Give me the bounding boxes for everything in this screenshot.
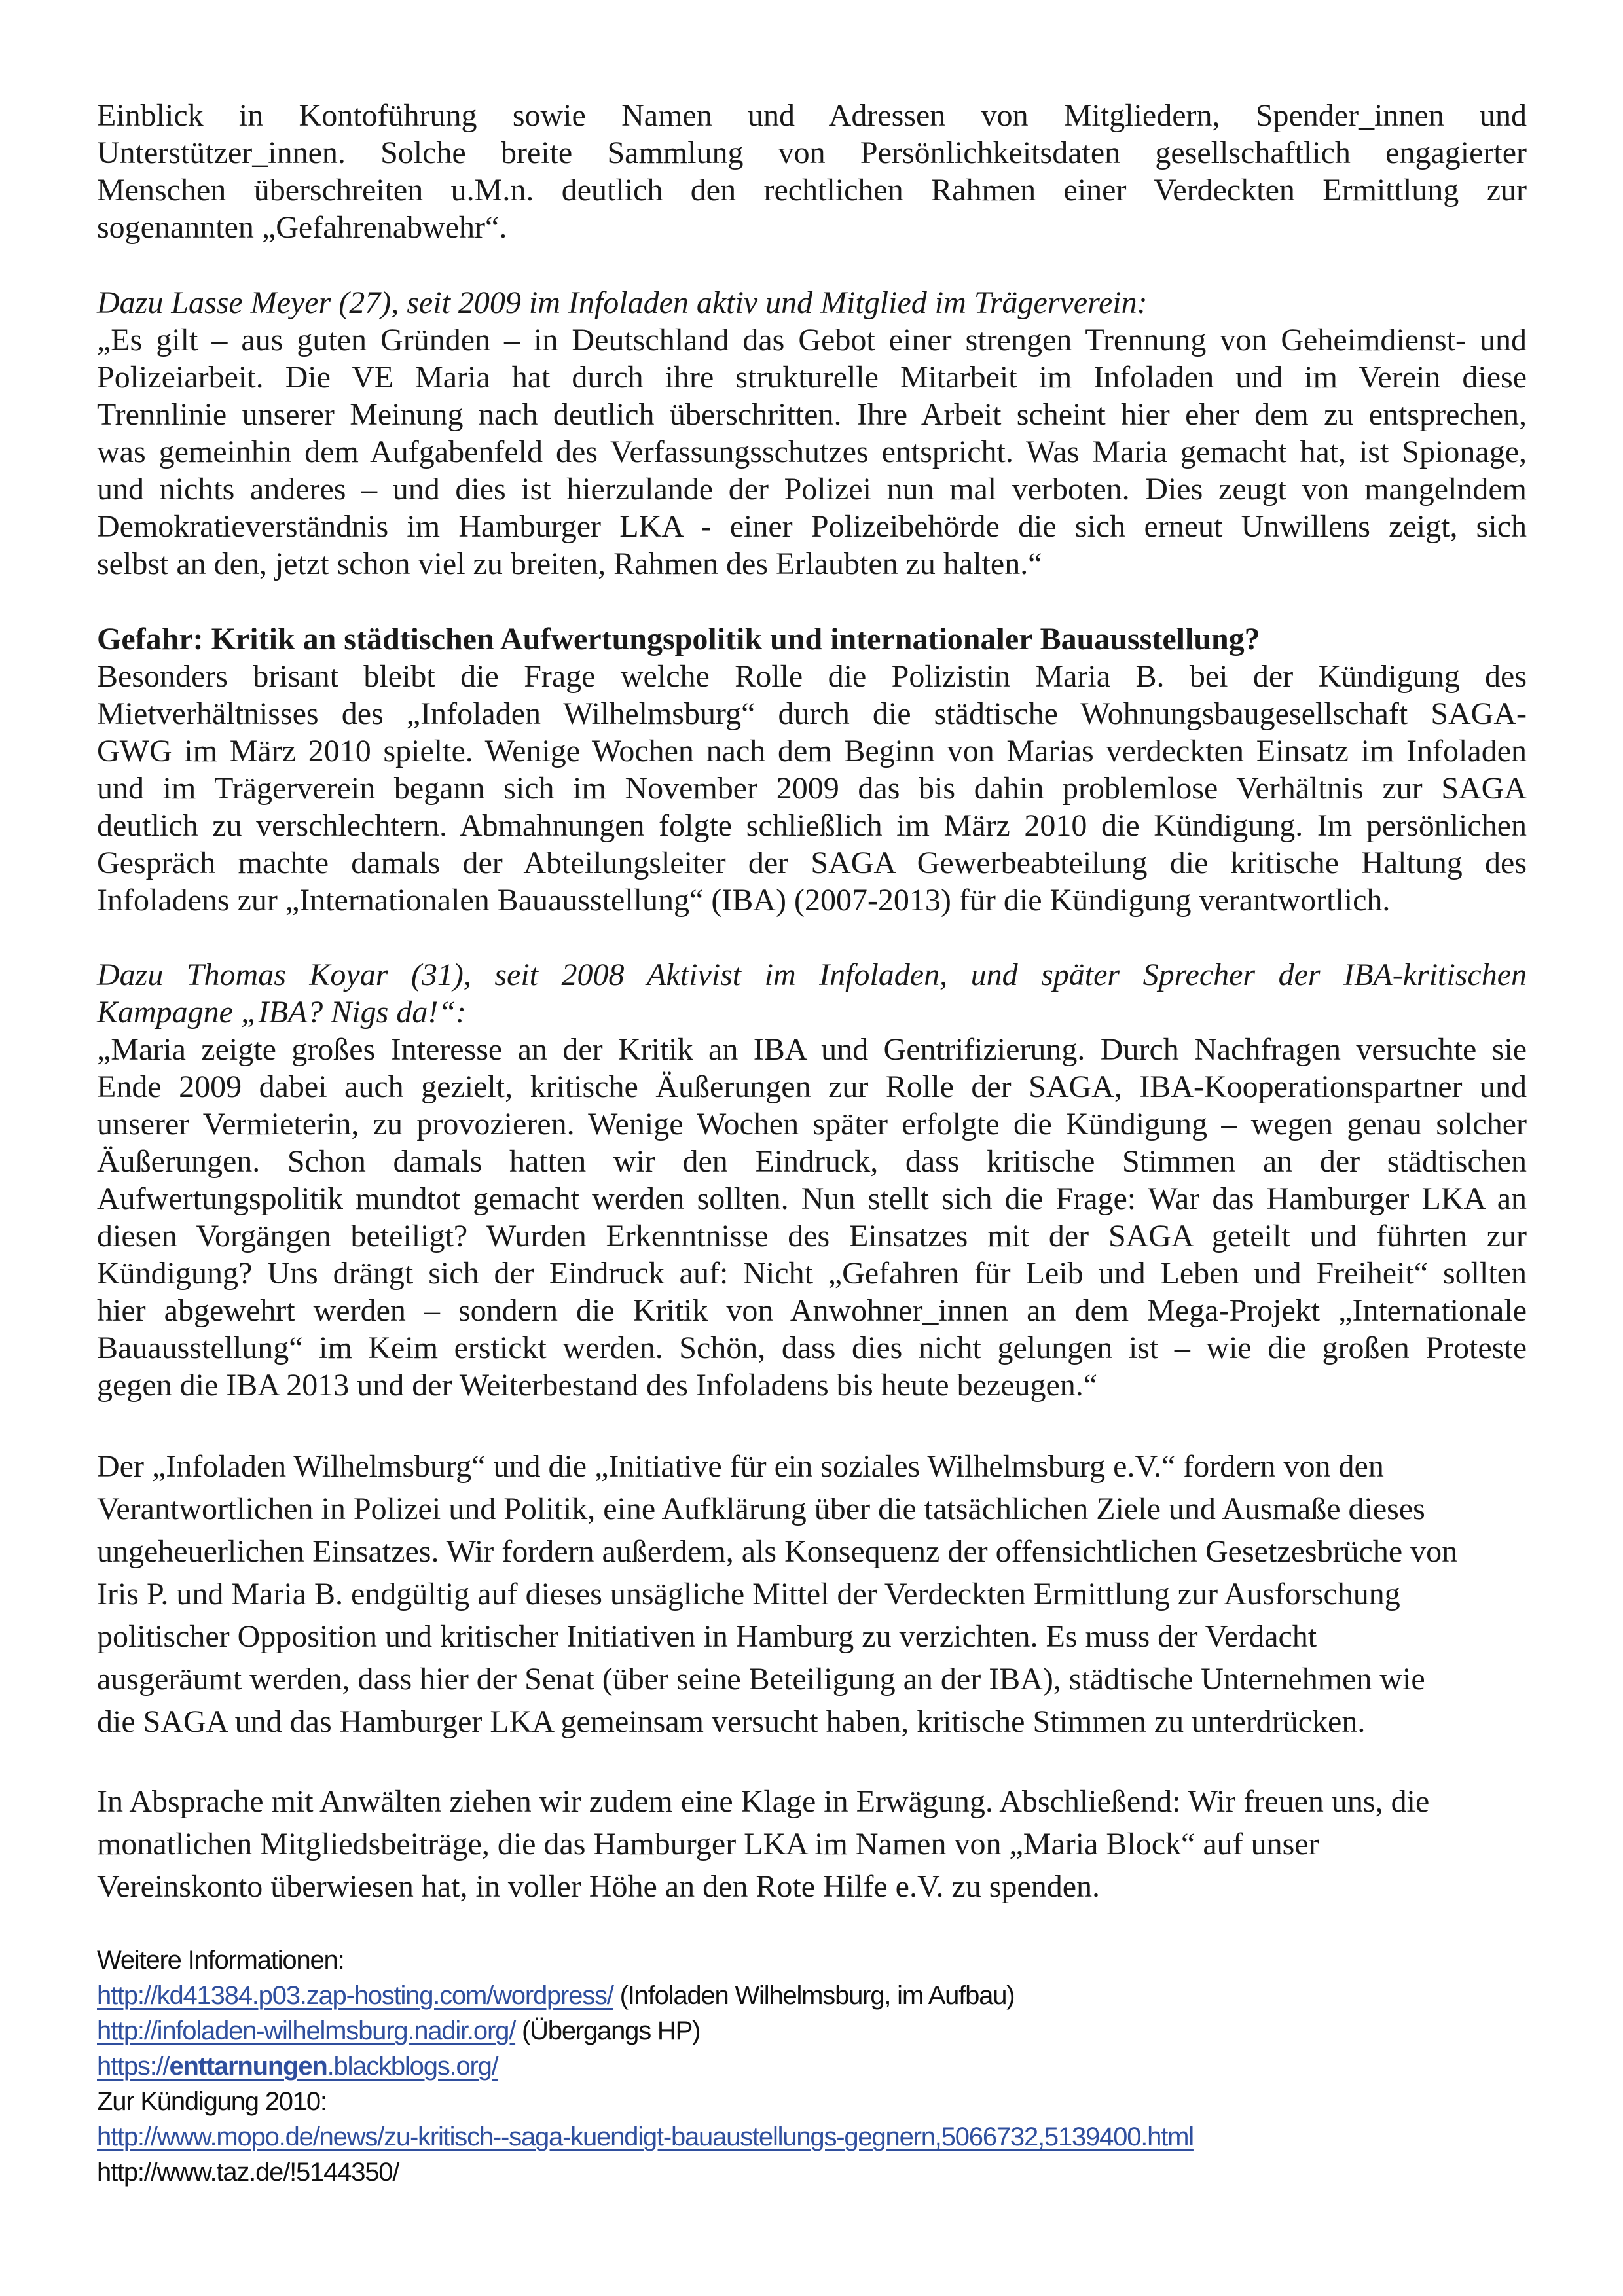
termination-heading: Zur Kündigung 2010:: [97, 2087, 327, 2116]
link-row: [97, 2119, 1527, 2155]
text-line: die SAGA und das Hamburger LKA gemeinsam versucht haben, kritische Stimmen zu unterdrücken.: [97, 1704, 1366, 1739]
text-line: Äußerungen. Schon damals hatten wir den Eindruck, dass kritische Stimmen an der städtischen: [97, 1144, 1527, 1179]
link-nadir[interactable]: http://infoladen-wilhelmsburg.nadir.org/: [97, 2017, 516, 2045]
text-line: ungeheuerlichen Einsatzes. Wir fordern außerdem, als Konsequenz der offensichtlichen Gesetzesbrüche von: [97, 1534, 1458, 1569]
text-line: „Es gilt – aus guten Gründen – in Deutschland das Gebot einer strengen Trennung von Geheimdienst- und: [97, 323, 1527, 357]
text-line: ausgeräumt werden, dass hier der Senat (über seine Beteiligung an der IBA), städtische Unternehmen wie: [97, 1662, 1425, 1696]
text-line: monatlichen Mitgliedsbeiträge, die das Hamburger LKA im Namen von „Maria Block“ auf unser: [97, 1827, 1319, 1861]
text-line: und nichts anderes – und dies ist hierzulande der Polizei nun mal verboten. Dies zeugt von mangelndem: [97, 472, 1527, 507]
text-line: Iris P. und Maria B. endgültig auf dieses unsägliche Mittel der Verdeckten Ermittlung zur Ausforschung: [97, 1577, 1400, 1611]
text-line: GWG im März 2010 spielte. Wenige Wochen nach dem Beginn von Marias verdeckten Einsatz im Infoladen: [97, 734, 1527, 768]
text-line: Gespräch machte damals der Abteilungsleiter der SAGA Gewerbeabteilung die kritische Haltung des: [97, 846, 1527, 880]
text-line: Vereinskonto überwiesen hat, in voller Höhe an den Rote Hilfe e.V. zu spenden.: [97, 1869, 1101, 1904]
quote-lasse-meyer: [97, 284, 1527, 583]
text-line: Polizeiarbeit. Die VE Maria hat durch ihre strukturelle Mitarbeit im Infoladen und im Verein diese: [97, 360, 1527, 395]
text-line: Einblick in Kontoführung sowie Namen und Adressen von Mitgliedern, Spender_innen und: [97, 98, 1527, 133]
text-line: politischer Opposition und kritischer Initiativen in Hamburg zu verzichten. Es muss der Verdacht: [97, 1619, 1317, 1654]
link-note: (Infoladen Wilhelmsburg, im Aufbau): [619, 1981, 1015, 2010]
text-line: Demokratieverständnis im Hamburger LKA - einer Polizeibehörde die sich erneut Unwillens zeigt, sich: [97, 509, 1527, 544]
quote-thomas-koyar: [97, 956, 1527, 1404]
link-zap-hosting[interactable]: http://kd41384.p03.zap-hosting.com/wordpress/: [97, 1981, 613, 2010]
paragraph-closing: [97, 1780, 1527, 1908]
text-line: Kündigung? Uns drängt sich der Eindruck auf: Nicht „Gefahren für Leib und Leben und Freiheit“ sollten: [97, 1256, 1527, 1291]
text-line: selbst an den, jetzt schon viel zu breiten, Rahmen des Erlaubten zu halten.“: [97, 547, 1042, 581]
text-line: hier abgewehrt werden – sondern die Kritik von Anwohner_innen an dem Mega-Projekt „Internationale: [97, 1293, 1527, 1328]
text-line: sogenannten „Gefahrenabwehr“.: [97, 210, 507, 245]
quote-attribution: Kampagne „IBA? Nigs da!“:: [97, 995, 466, 1030]
paragraph-personal-data: [97, 97, 1527, 246]
link-blackblogs[interactable]: [97, 2052, 498, 2081]
text-line: Aufwertungspolitik mundtot gemacht werden sollten. Nun stellt sich die Frage: War das Hamburger LKA an: [97, 1181, 1527, 1216]
paragraph-demands: [97, 1445, 1527, 1743]
text-line: und im Trägerverein begann sich im November 2009 das bis dahin problemlose Verhältnis zur SAGA: [97, 771, 1527, 806]
text-line: Verantwortlichen in Polizei und Politik, eine Aufklärung über die tatsächlichen Ziele und Ausmaße dieses: [97, 1492, 1425, 1526]
text-line: In Absprache mit Anwälten ziehen wir zudem eine Klage in Erwägung. Abschließend: Wir freuen uns, die: [97, 1784, 1430, 1819]
text-line: Menschen überschreiten u.M.n. deutlich den rechtlichen Rahmen einer Verdeckten Ermittlung zur: [97, 173, 1527, 207]
text-line: Ende 2009 dabei auch gezielt, kritische Äußerungen zur Rolle der SAGA, IBA-Kooperationspartner und: [97, 1069, 1527, 1104]
text-line: Der „Infoladen Wilhelmsburg“ und die „Initiative für ein soziales Wilhelmsburg e.V.“ fordern von den: [97, 1449, 1384, 1484]
text-line: gegen die IBA 2013 und der Weiterbestand des Infoladens bis heute bezeugen.“: [97, 1368, 1098, 1403]
link-row: [97, 2049, 1527, 2084]
section-heading: Gefahr: Kritik an städtischen Aufwertungspolitik und internationaler Bauausstellung?: [97, 622, 1260, 656]
further-information: [97, 1943, 1527, 2190]
text-line: Bauausstellung“ im Keim erstickt werden. Schön, dass dies nicht gelungen ist – wie die großen Proteste: [97, 1331, 1527, 1365]
text-line: Besonders brisant bleibt die Frage welche Rolle die Polizistin Maria B. bei der Kündigung des: [97, 659, 1527, 694]
text-line: unserer Vermieterin, zu provozieren. Wenige Wochen später erfolgte die Kündigung – wegen genau solcher: [97, 1107, 1527, 1141]
link-part-bold: enttarnungen: [169, 2052, 327, 2081]
link-note: (Übergangs HP): [521, 2017, 701, 2045]
section-danger-critique: [97, 620, 1527, 919]
link-row: [97, 1978, 1527, 2013]
text-line: was gemeinhin dem Aufgabenfeld des Verfassungsschutzes entspricht. Was Maria gemacht hat, ist Spionage,: [97, 435, 1527, 469]
link-row: [97, 2013, 1527, 2049]
text-line: deutlich zu verschlechtern. Abmahnungen folgte schließlich im März 2010 die Kündigung. Im persönlichen: [97, 808, 1527, 843]
link-mopo[interactable]: http://www.mopo.de/news/zu-kritisch--saga-kuendigt-bauaustellungs-gegnern,5066732,5139400.html: [97, 2123, 1194, 2151]
quote-attribution: Dazu Lasse Meyer (27), seit 2009 im Infoladen aktiv und Mitglied im Trägerverein:: [97, 285, 1148, 320]
taz-url-text: http://www.taz.de/!5144350/: [97, 2158, 399, 2187]
text-line: Trennlinie unserer Meinung nach deutlich überschritten. Ihre Arbeit scheint hier eher dem zu entsprechen,: [97, 397, 1527, 432]
quote-attribution: Dazu Thomas Koyar (31), seit 2008 Aktivist im Infoladen, und später Sprecher der IBA-kritischen: [97, 958, 1527, 992]
further-info-heading: Weitere Informationen:: [97, 1946, 344, 1975]
text-line: Unterstützer_innen. Solche breite Sammlung von Persönlichkeitsdaten gesellschaftlich engagierter: [97, 135, 1527, 170]
text-line: diesen Vorgängen beteiligt? Wurden Erkenntnisse des Einsatzes mit der SAGA geteilt und führten zur: [97, 1219, 1527, 1253]
text-line: Mietverhältnisses des „Infoladen Wilhelmsburg“ durch die städtische Wohnungsbaugesellschaft SAGA-: [97, 696, 1527, 731]
text-line: „Maria zeigte großes Interesse an der Kritik an IBA und Gentrifizierung. Durch Nachfragen versuchte sie: [97, 1032, 1527, 1067]
link-part: https://: [97, 2052, 170, 2081]
text-line: Infoladens zur „Internationalen Bauausstellung“ (IBA) (2007-2013) für die Kündigung verantwortlich.: [97, 883, 1391, 918]
link-part: .blackblogs.org/: [327, 2052, 498, 2081]
